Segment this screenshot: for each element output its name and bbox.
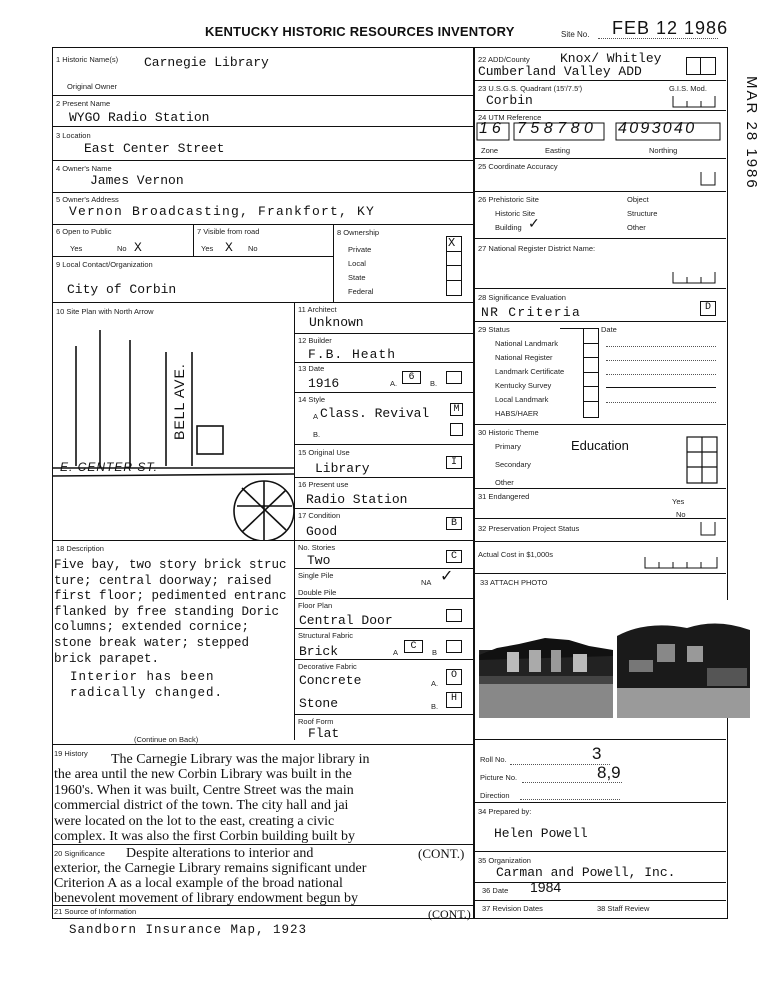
staff-review-label: 38 Staff Review (597, 904, 650, 913)
floor-plan-box (446, 609, 462, 622)
local-contact-label: 9 Local Contact/Organization (56, 260, 153, 269)
decorative-b-label: B. (431, 702, 439, 711)
roof-form-value: Flat (308, 726, 340, 741)
double-pile-label: Double Pile (298, 588, 337, 597)
utm-boxes (476, 122, 724, 142)
open-public-yes: Yes (70, 244, 83, 253)
decorative-a-label: A. (431, 679, 439, 688)
description-line: radically changed. (70, 686, 224, 700)
coord-accuracy-box (700, 172, 716, 186)
decorative-code-2: H (446, 692, 462, 708)
other-label: Other (627, 223, 646, 232)
history-line: The Carnegie Library was the major library in (111, 752, 370, 767)
status-national-register: National Register (495, 353, 553, 362)
date-value: 1916 (308, 376, 340, 391)
description-continue: (Continue on Back) (134, 735, 199, 744)
structural-a-label: A (393, 648, 399, 657)
status-habs-haer: HABS/HAER (495, 409, 539, 418)
significance-cont: (CONT.) (418, 846, 465, 861)
avenue-label: BELL AVE. (171, 363, 187, 440)
prehistoric-site-label: 26 Prehistoric Site (478, 195, 539, 204)
received-date-stamp: MAR 28 1986 (743, 76, 760, 190)
structural-b-label: B (432, 648, 438, 657)
status-local-landmark: Local Landmark (495, 395, 549, 404)
district-name-label: 27 National Register District Name: (478, 244, 596, 253)
status-boxes (583, 328, 599, 418)
organization-value: Carman and Powell, Inc. (496, 865, 676, 880)
decorative-value-2: Stone (299, 696, 339, 711)
visible-road-no: No (248, 244, 258, 253)
significance-eval-label: 28 Significance Evaluation (478, 293, 566, 302)
description-line: ture; central doorway; raised (54, 574, 272, 588)
historic-name-label: 1 Historic Name(s) (56, 55, 119, 64)
date-label: 13 Date (298, 364, 325, 373)
site-no-label: Site No. (561, 30, 590, 39)
building-check: ✓ (528, 215, 540, 231)
description-line: Five bay, two story brick struc (54, 558, 287, 572)
roll-no-label: Roll No. (480, 755, 507, 764)
street-label: E. CENTER ST. (60, 460, 158, 474)
cost-tick-boxes (644, 557, 718, 569)
builder-label: 12 Builder (298, 336, 332, 345)
location-value: East Center Street (84, 141, 225, 156)
open-public-no: No (117, 244, 127, 253)
district-tick-boxes (672, 272, 716, 284)
picture-no-value: 8,9 (597, 763, 621, 782)
style-b-box (450, 423, 463, 436)
prep-date-value: 1984 (530, 879, 562, 895)
utm-northing-label: Northing (649, 146, 678, 155)
site-plan-label: 10 Site Plan with North Arrow (56, 307, 154, 316)
utm-label: 24 UTM Reference (478, 113, 542, 122)
roof-form-label: Roof Form (298, 717, 334, 726)
historic-site-label: Historic Site (495, 209, 536, 218)
endangered-no: No (676, 510, 686, 519)
significance-line: exterior, the Carnegie Library remains significant under (54, 861, 367, 876)
present-name-label: 2 Present Name (56, 99, 111, 108)
stories-code: C (446, 550, 462, 563)
theme-boxes (686, 436, 718, 484)
present-use-value: Radio Station (306, 492, 408, 507)
prepared-by-label: 34 Prepared by: (478, 807, 532, 816)
utm-zone-label: Zone (481, 146, 499, 155)
history-line: were located on the lot to the east, creating a civic (54, 814, 335, 829)
utm-easting: 758780 (517, 120, 598, 137)
add-county-value-2: Cumberland Valley ADD (478, 64, 642, 79)
historic-name-value: Carnegie Library (144, 55, 269, 70)
owner-name-label: 4 Owner's Name (56, 164, 112, 173)
visible-road-mark: X (225, 240, 233, 255)
status-national-landmark: National Landmark (495, 339, 558, 348)
utm-northing: 4093040 (618, 120, 697, 137)
gis-tick-boxes (672, 96, 716, 108)
actual-cost-label: Actual Cost in $1,000s (478, 550, 554, 559)
historic-theme-label: 30 Historic Theme (478, 428, 539, 437)
description-line: stone break water; stepped (54, 636, 250, 650)
attach-photo-label: 33 ATTACH PHOTO (480, 578, 548, 587)
stories-label: No. Stories (298, 543, 336, 552)
single-pile-na: NA (421, 578, 432, 587)
ownership-state: State (348, 273, 366, 282)
floor-plan-label: Floor Plan (298, 601, 333, 610)
original-owner-label: Original Owner (67, 82, 118, 91)
history-line: commercial district of the town. The city hall and jai (54, 798, 349, 813)
ownership-federal: Federal (348, 287, 374, 296)
date-b-label: B. (430, 379, 438, 388)
open-public-label: 6 Open to Public (56, 227, 112, 236)
roll-no-value: 3 (592, 744, 602, 763)
visible-road-label: 7 Visible from road (197, 227, 260, 236)
structural-value: Brick (299, 644, 339, 659)
condition-value: Good (306, 524, 338, 539)
open-public-mark: X (134, 240, 142, 255)
other-theme-label: Other (495, 478, 514, 487)
status-kentucky-survey: Kentucky Survey (495, 381, 552, 390)
single-pile-check: ✓ (440, 568, 454, 585)
style-a-label: A (313, 412, 319, 421)
architect-value: Unknown (309, 315, 364, 330)
structural-code: C (404, 640, 423, 653)
location-label: 3 Location (56, 131, 91, 140)
stories-value: Two (307, 553, 331, 568)
preservation-status-label: 32 Preservation Project Status (478, 524, 580, 533)
form-title: KENTUCKY HISTORIC RESOURCES INVENTORY (205, 24, 515, 39)
description-label: 18 Description (56, 544, 104, 553)
structural-label: Structural Fabric (298, 631, 354, 640)
utm-zone: 16 (479, 120, 505, 137)
description-line: flanked by free standing Doric (54, 605, 280, 619)
secondary-theme-label: Secondary (495, 460, 531, 469)
endangered-label: 31 Endangered (478, 492, 530, 501)
style-value: Class. Revival (320, 406, 430, 421)
description-line: brick parapet. (54, 652, 160, 666)
owner-address-value: Vernon Broadcasting, Frankfort, KY (69, 204, 376, 219)
style-code-box: M (450, 403, 463, 416)
site-no-stamp: FEB 12 1986 (612, 18, 729, 38)
decorative-label: Decorative Fabric (298, 662, 357, 671)
builder-value: F.B. Heath (308, 347, 397, 362)
primary-theme-value: Education (571, 438, 629, 453)
description-line: Interior has been (70, 670, 215, 684)
description-line: first floor; pedimented entranc (54, 589, 287, 603)
decorative-value-1: Concrete (299, 673, 362, 688)
status-label: 29 Status (478, 325, 510, 334)
significance-line: Despite alterations to interior and (126, 846, 314, 861)
ownership-private: Private (348, 245, 372, 254)
usgs-value: Corbin (486, 93, 533, 108)
original-use-code: I (446, 456, 462, 469)
gis-label: G.I.S. Mod. (669, 84, 707, 93)
picture-no-label: Picture No. (480, 773, 518, 782)
usgs-label: 23 U.S.G.S. Quadrant (15'/7.5') (478, 84, 583, 93)
history-line: the area until the new Corbin Library was built in the (54, 767, 352, 782)
significance-line: Criterion A as a local example of the broad national (54, 876, 343, 891)
description-line: columns; extended cornice; (54, 620, 250, 634)
condition-code: B (446, 517, 462, 530)
significance-eval-value: NR Criteria (481, 305, 582, 320)
owner-address-label: 5 Owner's Address (56, 195, 119, 204)
style-b-label: B. (313, 430, 321, 439)
significance-line: benevolent movement of library endowment begun by (54, 891, 359, 906)
ownership-label: 8 Ownership (337, 228, 380, 237)
structure-label: Structure (627, 209, 658, 218)
object-label: Object (627, 195, 649, 204)
single-pile-label: Single Pile (298, 571, 334, 580)
coord-accuracy-label: 25 Coordinate Accuracy (478, 162, 558, 171)
structural-b-box (446, 640, 462, 653)
date-code-box: 6 (402, 371, 421, 384)
present-name-value: WYGO Radio Station (69, 110, 210, 125)
significance-eval-code: D (700, 301, 716, 316)
source-cont: (CONT.) (428, 907, 471, 921)
ownership-private-mark: X (448, 236, 456, 250)
history-line: complex. It was also the first Corbin building built by (54, 829, 355, 844)
original-use-value: Library (315, 461, 370, 476)
add-county-value: Knox/ Whitley (560, 51, 662, 66)
architect-label: 11 Architect (298, 305, 337, 314)
original-use-label: 15 Original Use (298, 448, 350, 457)
date-a-label: A. (390, 379, 398, 388)
status-landmark-certificate: Landmark Certificate (495, 367, 565, 376)
revision-dates-label: 37 Revision Dates (482, 904, 543, 913)
prep-date-label: 36 Date (482, 886, 509, 895)
style-label: 14 Style (298, 395, 326, 404)
prepared-by-value: Helen Powell (494, 826, 588, 841)
primary-theme-label: Primary (495, 442, 521, 451)
history-line: 1960's. When it was built, Centre Street was the main (54, 783, 354, 798)
preservation-box (700, 522, 716, 536)
significance-label: 20 Significance (54, 849, 105, 858)
date-b-box (446, 371, 462, 384)
direction-label: Direction (480, 791, 510, 800)
building-label: Building (495, 223, 522, 232)
building-photo-2 (617, 600, 750, 718)
add-county-label: 22 ADD/County (478, 55, 530, 64)
present-use-label: 16 Present use (298, 480, 349, 489)
history-label: 19 History (54, 749, 88, 758)
endangered-yes: Yes (672, 497, 685, 506)
status-date-label: Date (601, 325, 617, 334)
ownership-local: Local (348, 259, 366, 268)
source-label: 21 Source of Information (54, 907, 137, 916)
building-photo-1 (479, 600, 613, 718)
local-contact-value: City of Corbin (67, 282, 177, 297)
organization-label: 35 Organization (478, 856, 531, 865)
floor-plan-value: Central Door (299, 613, 393, 628)
add-county-box (686, 57, 716, 75)
visible-road-yes: Yes (201, 244, 214, 253)
decorative-code-1: O (446, 669, 462, 685)
source-value: Sandborn Insurance Map, 1923 (69, 923, 308, 937)
utm-easting-label: Easting (545, 146, 571, 155)
owner-name-value: James Vernon (90, 173, 184, 188)
condition-label: 17 Condition (298, 511, 341, 520)
